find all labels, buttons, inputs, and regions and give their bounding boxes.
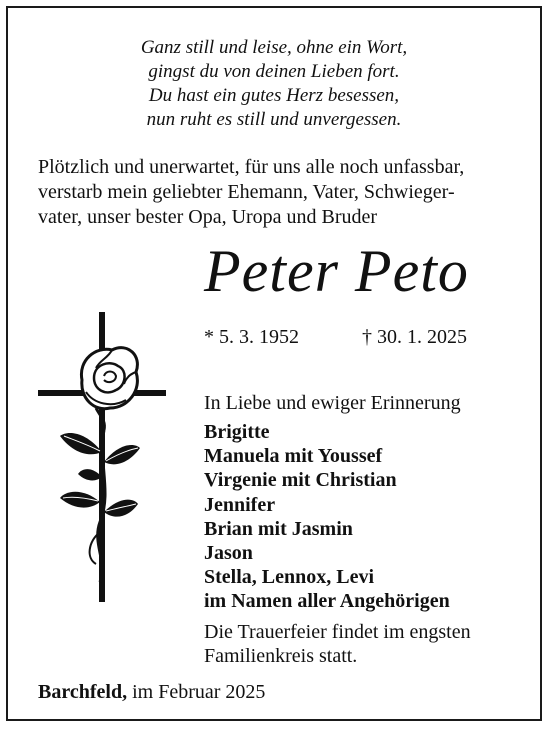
rose-icon bbox=[81, 348, 137, 430]
list-item: im Namen aller Angehörigen bbox=[204, 590, 450, 613]
notice-line: Die Trauerfeier findet im engsten bbox=[204, 621, 471, 643]
list-item: Virgenie mit Christian bbox=[204, 469, 397, 492]
list-item: Jennifer bbox=[204, 493, 276, 516]
notice-line: Familienkreis statt. bbox=[204, 645, 358, 667]
intro-line: verstarb mein geliebter Ehemann, Vater, Schwieger- bbox=[38, 181, 455, 203]
place-town: Barchfeld, bbox=[38, 681, 128, 703]
deceased-name: Peter Peto bbox=[204, 238, 469, 304]
place-and-date bbox=[38, 681, 265, 704]
list-item: Stella, Lennox, Levi bbox=[204, 566, 375, 589]
poem bbox=[8, 36, 540, 132]
funeral-notice bbox=[204, 620, 471, 668]
intro-line: Plötzlich und unerwartet, für uns alle noch unfassbar, bbox=[38, 156, 465, 178]
cross-with-rose-icon bbox=[38, 312, 172, 602]
intro-text bbox=[38, 155, 516, 230]
poem-line: nun ruht es still und unvergessen. bbox=[146, 109, 402, 130]
list-item: Brigitte bbox=[204, 421, 270, 443]
death-date: † 30. 1. 2025 bbox=[362, 326, 467, 348]
place-date: im Februar 2025 bbox=[127, 681, 266, 703]
obituary-frame bbox=[6, 6, 542, 721]
poem-line: Ganz still und leise, ohne ein Wort, bbox=[140, 37, 408, 58]
memory-line: In Liebe und ewiger Erinnerung bbox=[204, 392, 461, 414]
list-item: Brian mit Jasmin bbox=[204, 517, 353, 540]
list-item: Jason bbox=[204, 542, 253, 565]
list-item: Manuela mit Youssef bbox=[204, 445, 383, 468]
poem-line: gingst du von deinen Lieben fort. bbox=[148, 61, 400, 82]
intro-line: vater, unser bester Opa, Uropa und Bruder bbox=[38, 206, 378, 228]
poem-line: Du hast ein gutes Herz besessen, bbox=[148, 85, 400, 106]
cross-with-rose-icon bbox=[38, 312, 172, 602]
birth-date: * 5. 3. 1952 bbox=[204, 326, 299, 348]
mourners-list bbox=[204, 420, 450, 614]
